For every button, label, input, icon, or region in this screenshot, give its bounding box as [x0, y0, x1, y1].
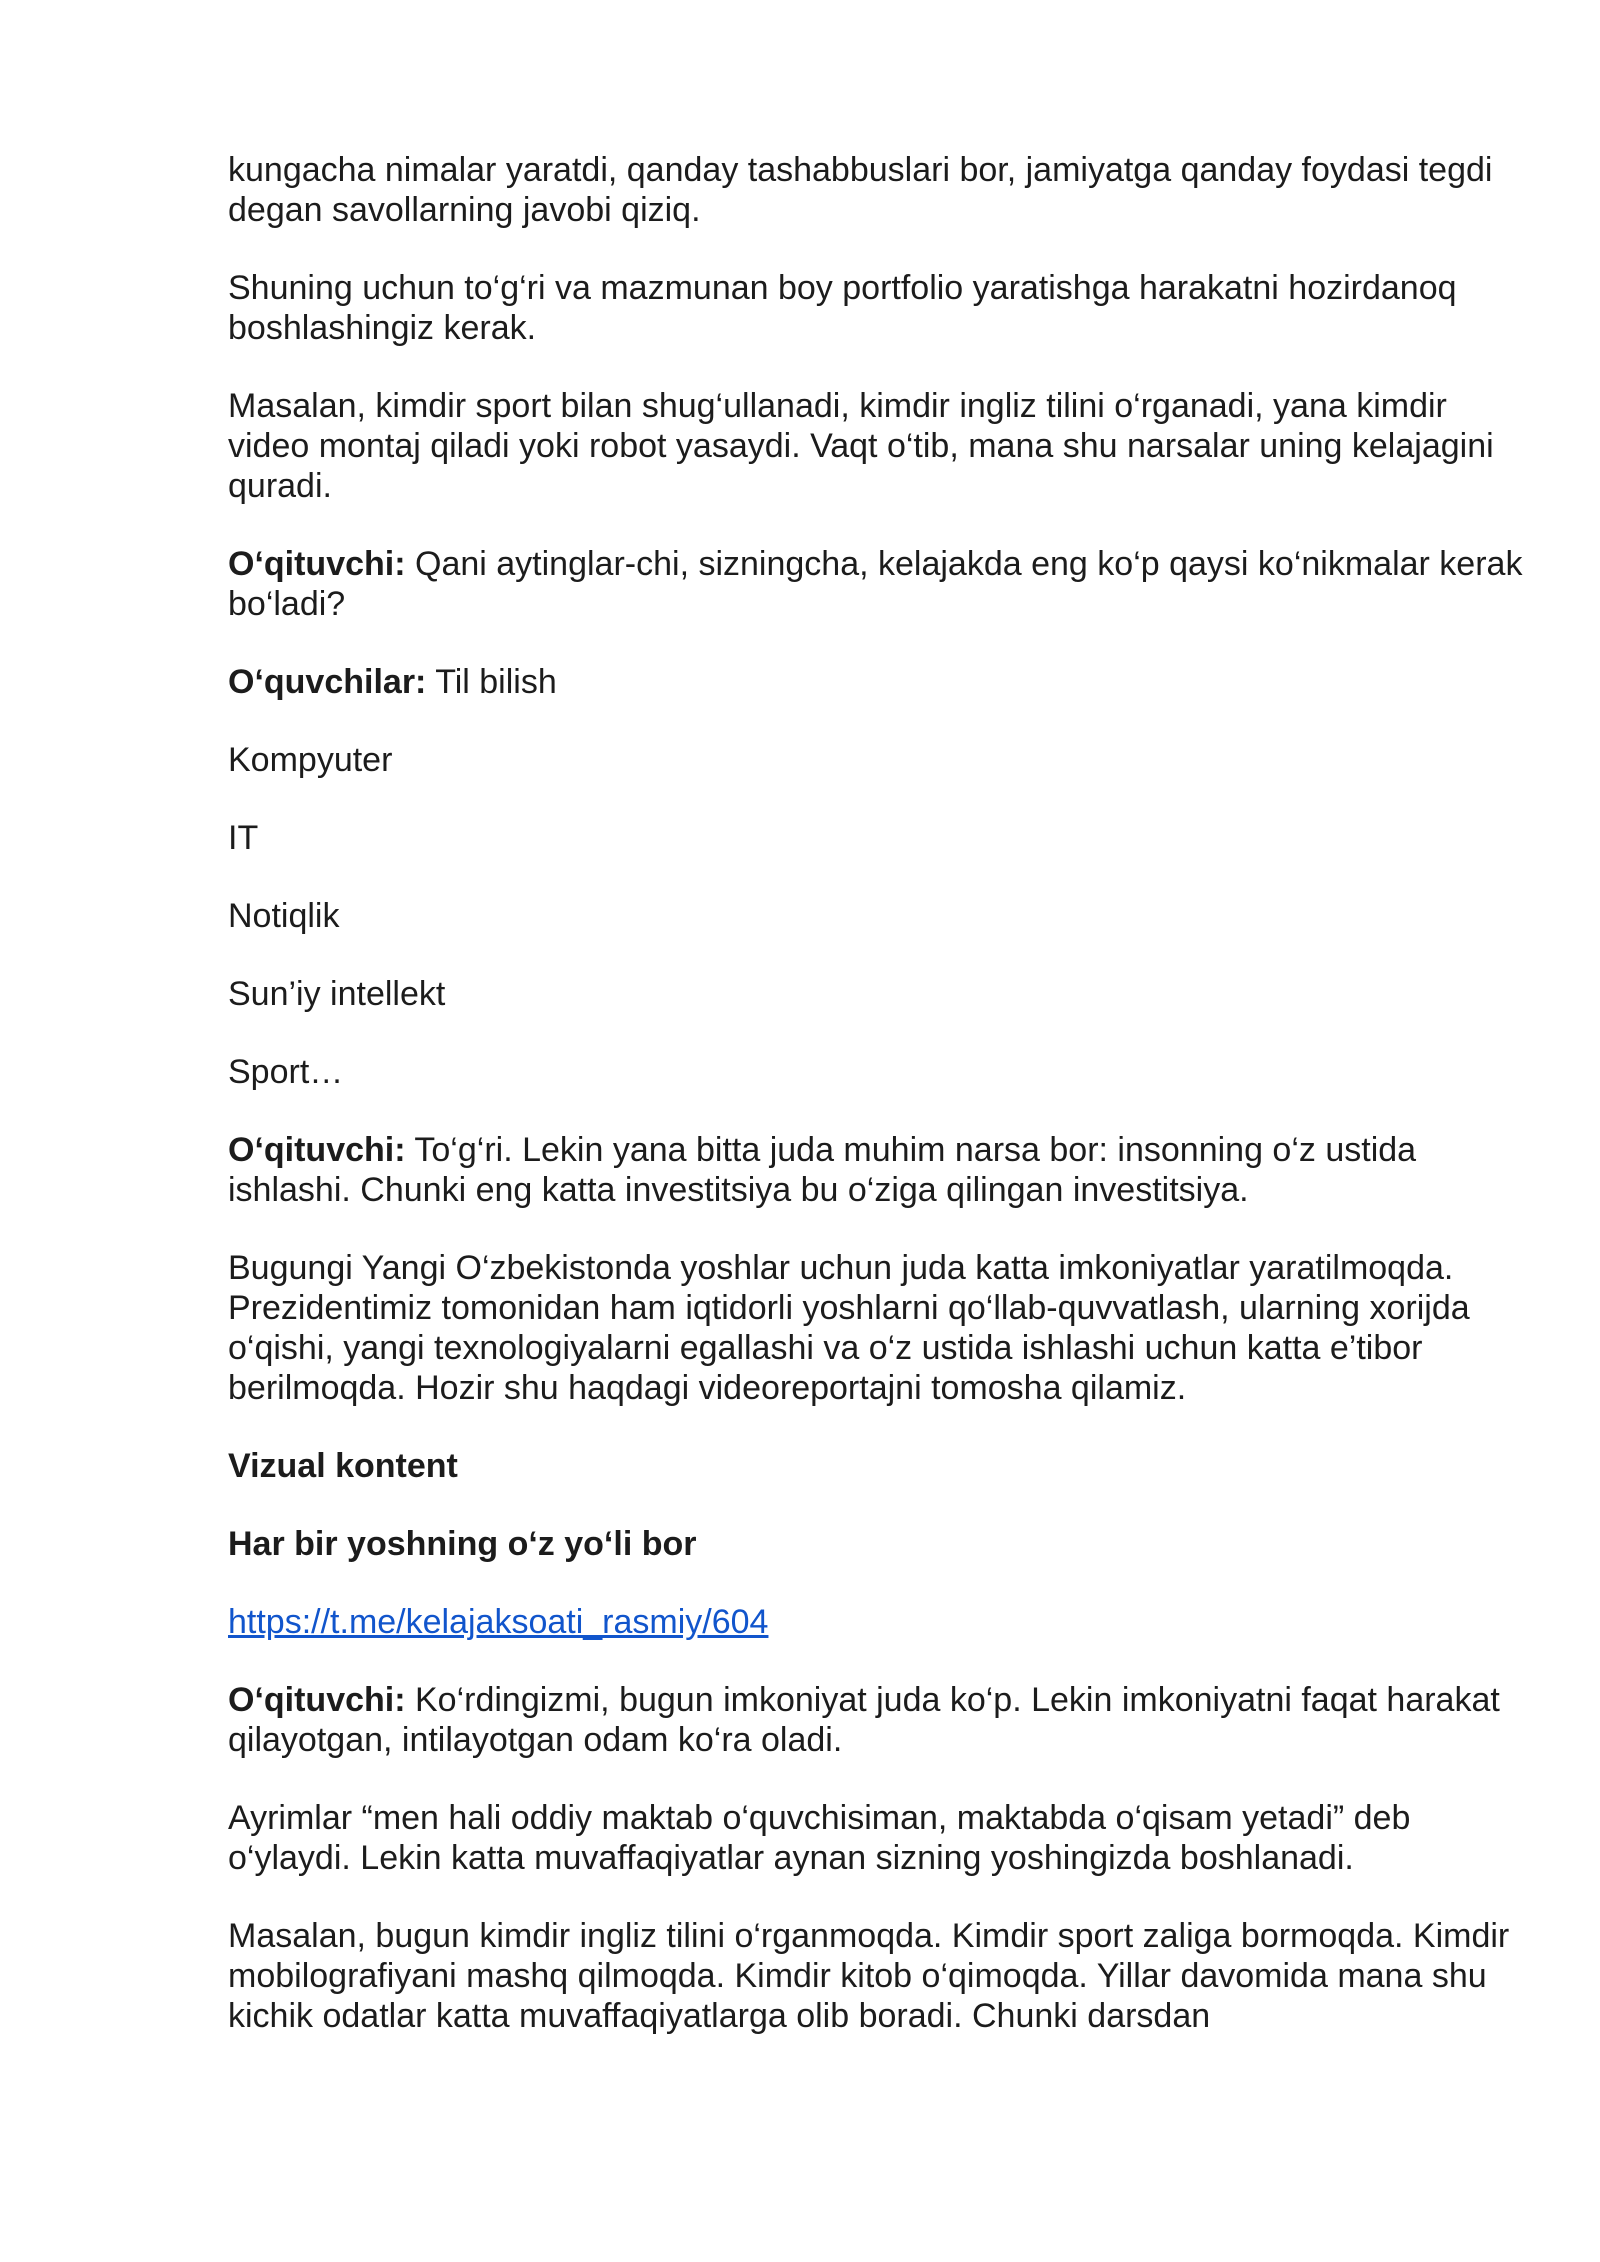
- students-answer: [228, 662, 1528, 702]
- video-title: Har bir yoshning o‘z yo‘li bor: [228, 1525, 697, 1563]
- teacher-remark: [228, 1680, 1528, 1760]
- document-page: [228, 150, 1528, 2074]
- paragraph-3: Masalan, kimdir sport bilan shug‘ullanadi, kimdir ingliz tilini o‘rganadi, yana kimdir video montaj qiladi yoki robot yasaydi. Vaqt o‘tib, mana shu narsalar uning kelajagini quradi.: [228, 387, 1494, 505]
- speaker-text: Ko‘rdingizmi, bugun imkoniyat juda ko‘p. Lekin imkoniyatni faqat harakat qilayotgan, intilayotgan odam ko‘ra oladi.: [228, 1681, 1500, 1759]
- link-paragraph: [228, 1602, 1528, 1642]
- speaker-label: O‘qituvchi:: [228, 545, 406, 583]
- section-heading: Vizual kontent: [228, 1447, 458, 1485]
- speaker-label: O‘qituvchi:: [228, 1681, 406, 1719]
- paragraph-10: Masalan, bugun kimdir ingliz tilini o‘rganmoqda. Kimdir sport zaliga bormoqda. Kimdir mobilografiyani mashq qilmoqda. Kimdir kitob o‘qimoqda. Yillar davomida mana shu kichik odatlar katta muvaffaqiyatlarga olib boradi. Chunki darsdan: [228, 1917, 1510, 2035]
- paragraph-7: Bugungi Yangi O‘zbekistonda yoshlar uchun juda katta imkoniyatlar yaratilmoqda. Prezidentimiz tomonidan ham iqtidorli yoshlarni qo‘llab-quvvatlash, ularning xorijda o‘qishi, yangi texnologiyalarni egallashi va o‘z ustida ishlashi uchun katta e’tibor berilmoqda. Hozir shu haqdagi videoreportajni tomosha qilamiz.: [228, 1249, 1470, 1407]
- paragraph-2: Shuning uchun to‘g‘ri va mazmunan boy portfolio yaratishga harakatni hozirdanoq boshlashingiz kerak.: [228, 269, 1457, 347]
- speaker-text: Qani aytinglar-chi, sizningcha, kelajakda eng ko‘p qaysi ko‘nikmalar kerak bo‘ladi?: [228, 545, 1523, 623]
- answer-item: Notiqlik: [228, 897, 340, 935]
- answer-item: Sun’iy intellekt: [228, 975, 446, 1013]
- speaker-label: O‘quvchilar:: [228, 663, 427, 701]
- speaker-text: To‘g‘ri. Lekin yana bitta juda muhim narsa bor: insonning o‘z ustida ishlashi. Chunki eng katta investitsiya bu o‘ziga qilingan investitsiya.: [228, 1131, 1417, 1209]
- paragraph-1: kungacha nimalar yaratdi, qanday tashabbuslari bor, jamiyatga qanday foydasi tegdi degan savollarning javobi qiziq.: [228, 151, 1493, 229]
- teacher-response: [228, 1130, 1528, 1210]
- answer-item: Kompyuter: [228, 741, 393, 779]
- speaker-label: O‘qituvchi:: [228, 1131, 406, 1169]
- video-link[interactable]: https://t.me/kelajaksoati_rasmiy/604: [228, 1603, 769, 1641]
- answer-item: Sport…: [228, 1053, 344, 1091]
- speaker-text: Til bilish: [426, 663, 557, 701]
- answer-item: IT: [228, 819, 259, 857]
- paragraph-9: Ayrimlar “men hali oddiy maktab o‘quvchisiman, maktabda o‘qisam yetadi” deb o‘ylaydi. Lekin katta muvaffaqiyatlar aynan sizning yoshingizda boshlanadi.: [228, 1799, 1411, 1877]
- teacher-question: [228, 544, 1528, 624]
